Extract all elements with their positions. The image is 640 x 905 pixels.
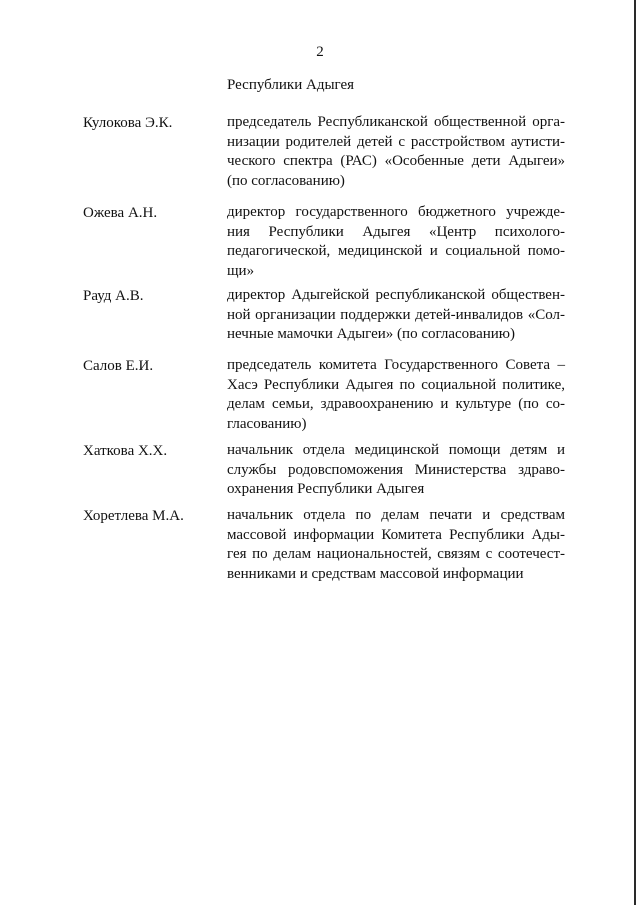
member-name: Кулокова Э.К.	[83, 115, 173, 131]
member-entry	[0, 356, 640, 441]
position-line: массовой информации Комитета Республики Ады-	[227, 526, 565, 543]
position-line: ной организации поддержки детей-инвалидов «Сол-	[227, 306, 565, 323]
position-line: начальник отдела медицинской помощи детям и	[227, 442, 565, 458]
member-name: Рауд А.В.	[83, 288, 144, 304]
position-line: гея по делам национальностей, связям с соотечест-	[227, 546, 565, 562]
member-entry	[0, 203, 640, 286]
position-line: Хасэ Республики Адыгея по социальной политике,	[227, 376, 565, 393]
member-list	[0, 113, 640, 596]
member-entry	[0, 506, 640, 596]
member-position	[227, 506, 565, 584]
page-number: 2	[316, 44, 324, 60]
position-line: ния Республики Адыгея «Центр психолого-	[227, 223, 565, 240]
position-line: щи»	[227, 262, 255, 279]
member-position	[227, 113, 565, 191]
member-name: Ожева А.Н.	[83, 205, 158, 221]
member-name: Хоретлева М.А.	[83, 508, 184, 524]
member-name: Салов Е.И.	[83, 358, 154, 374]
position-line: директор Адыгейской республиканской обществен-	[227, 287, 565, 303]
position-line: (по согласованию)	[227, 172, 345, 189]
position-line: службы родовспоможения Министерства здраво-	[227, 461, 565, 478]
member-position	[227, 356, 565, 434]
position-line: венниками и средствам массовой информации	[227, 565, 524, 582]
position-line: делам семьи, здравоохранению и культуре (по со-	[227, 396, 565, 412]
member-position	[227, 441, 565, 500]
position-line: педагогической, медицинской и социальной помо-	[227, 243, 565, 259]
member-name: Хаткова Х.Х.	[83, 443, 168, 459]
position-line: низации родителей детей с расстройством аутисти-	[227, 133, 565, 150]
position-line: начальник отдела по делам печати и средствам	[227, 507, 565, 523]
member-entry	[0, 441, 640, 506]
position-line: ческого спектра (РАС) «Особенные дети Адыгеи»	[227, 153, 565, 169]
member-position	[227, 203, 565, 281]
position-line: председатель Республиканской общественной орга-	[227, 114, 565, 130]
continuation-line: Республики Адыгея	[227, 77, 355, 93]
position-line: председатель комитета Государственного Совета –	[227, 357, 565, 373]
position-line: директор государственного бюджетного учрежде-	[227, 204, 565, 220]
position-line: гласованию)	[227, 415, 307, 432]
member-entry	[0, 286, 640, 356]
member-position	[227, 286, 565, 345]
position-line: охранения Республики Адыгея	[227, 481, 425, 497]
position-line: нечные мамочки Адыгеи» (по согласованию)	[227, 326, 515, 342]
member-entry	[0, 113, 640, 203]
